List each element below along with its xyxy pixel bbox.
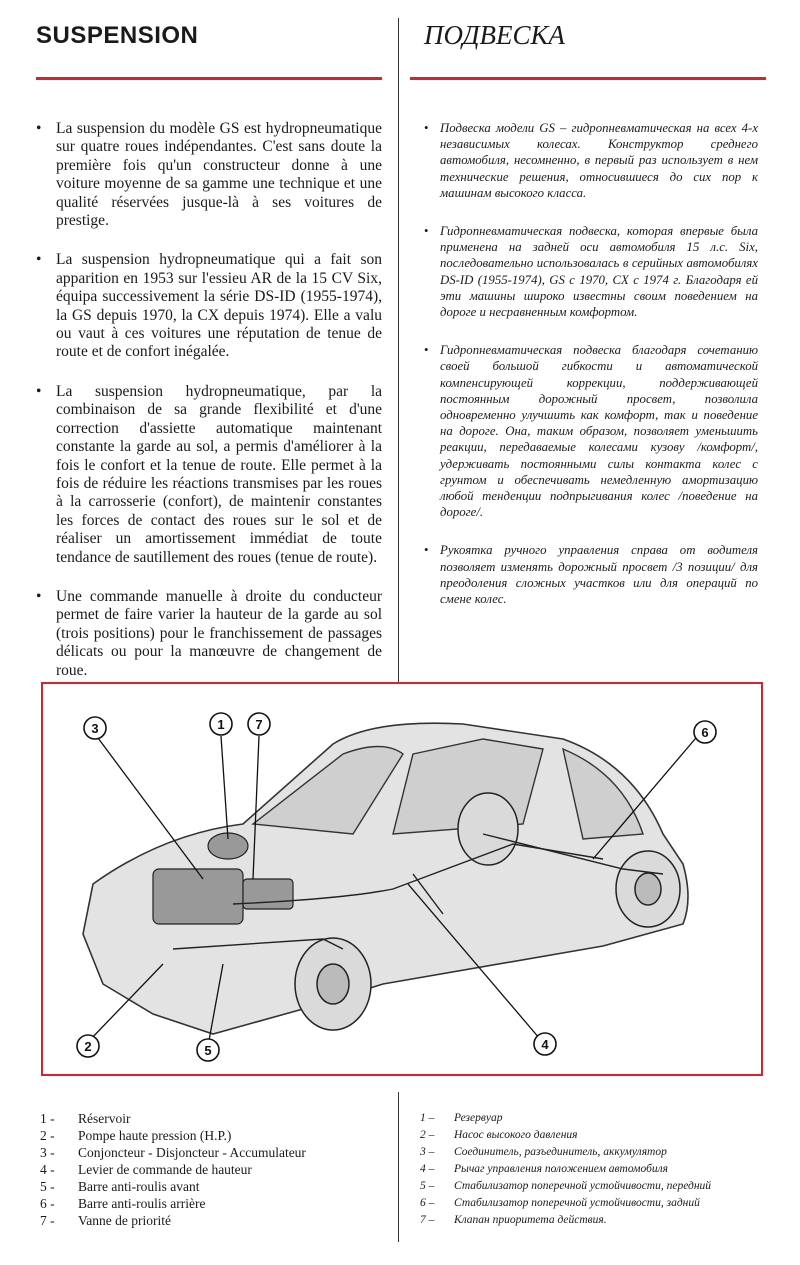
russian-column (424, 120, 758, 629)
legend-number: 7 – (420, 1214, 435, 1226)
legend-number: 2 – (420, 1129, 435, 1141)
legend-number: 6 – (420, 1197, 435, 1209)
french-paragraph-text: La suspension hydropneumatique, par la combinaison de sa grande flexibilité et d'une correction d'assiette automatique maintenant constante la garde au sol, a permis d'améliorer à la fois le confort et la tenue de route. Elle permet à la fois de réduire les réactions transmises par les roues à la carrosserie (confort), de maintenir constantes les forces de contact des roues sur le sol et de réaliser un amortissement immédiat de toute tendance de sautillement des roues (tenue de route). (56, 382, 382, 566)
legend-item (40, 1110, 385, 1127)
french-paragraph (36, 383, 382, 567)
french-column (36, 120, 382, 701)
title-russian: ПОДВЕСКА (424, 20, 565, 50)
legend-item (420, 1144, 780, 1161)
bullet-icon: • (424, 543, 429, 558)
bullet-icon: • (424, 224, 429, 239)
legend-item (40, 1144, 385, 1161)
callout-2-label: 2 (84, 1039, 92, 1054)
legend-item (420, 1161, 780, 1178)
car-illustration (43, 684, 761, 1074)
bullet-icon: • (36, 382, 42, 400)
title-french: SUSPENSION (36, 22, 199, 49)
legend-item (420, 1195, 780, 1212)
legend-label: Рычаг управления положением автомобиля (454, 1163, 668, 1175)
legend-item (420, 1110, 780, 1127)
legend-number: 3 – (420, 1146, 435, 1158)
callout-6-label: 6 (701, 725, 709, 740)
red-rule-right (410, 77, 766, 80)
legend-label: Стабилизатор поперечной устойчивости, задний (454, 1197, 700, 1209)
legend-label: Vanne de priorité (78, 1213, 171, 1228)
bullet-icon: • (424, 343, 429, 358)
column-divider (398, 18, 399, 683)
legend-label: Стабилизатор поперечной устойчивости, передний (454, 1180, 712, 1192)
callout-1-label: 1 (217, 717, 225, 732)
bullet-icon: • (36, 120, 42, 137)
legend-item (40, 1212, 385, 1229)
legend-number: 2 - (40, 1128, 55, 1143)
legend-label: Réservoir (78, 1111, 131, 1126)
french-paragraph-text: Une commande manuelle à droite du conducteur permet de faire varier la hauteur de la garde au sol (trois positions) pour le franchissement de passages délicats ou pour la manœuvre de changement de roue. (56, 587, 382, 679)
legend-label: Pompe haute pression (H.P.) (78, 1128, 232, 1143)
legend-french (40, 1110, 385, 1229)
suspension-diagram (41, 682, 763, 1076)
legend-label: Conjoncteur - Disjoncteur - Accumulateur (78, 1145, 306, 1160)
russian-paragraph-text: Подвеска модели GS – гидропневматическая на всех 4-х независимых колесах. Конструктор среднего автомобиля, несомненно, в первый раз использует в нем технические решения, относившиеся до сих пор к машинам высокого класса. (440, 121, 758, 200)
legend-label: Клапан приоритета действия. (454, 1214, 607, 1226)
legend-russian (420, 1110, 780, 1229)
legend-number: 1 - (40, 1111, 55, 1126)
bullet-icon: • (36, 587, 42, 605)
legend-number: 5 - (40, 1179, 55, 1194)
callout-7-label: 7 (255, 717, 263, 732)
legend-column-divider (398, 1092, 399, 1242)
legend-number: 5 – (420, 1180, 435, 1192)
legend-label: Насос высокого давления (454, 1129, 578, 1141)
legend-item (40, 1178, 385, 1195)
legend-label: Резервуар (454, 1112, 503, 1124)
callout-5-label: 5 (204, 1043, 212, 1058)
legend-number: 4 – (420, 1163, 435, 1175)
french-paragraph (36, 120, 382, 230)
french-paragraph-text: La suspension du modèle GS est hydropneumatique sur quatre roues indépendantes. C'est sans doute la première fois qu'un constructeur donne à une voiture moyenne de sa gamme une technique et une qualité réservées jusque-là à ses voitures de prestige. (56, 120, 382, 230)
callout-4-label: 4 (541, 1037, 549, 1052)
legend-number: 6 - (40, 1196, 55, 1211)
legend-label: Соединитель, разъединитель, аккумулятор (454, 1146, 667, 1158)
russian-paragraph (424, 223, 758, 320)
french-paragraph (36, 251, 382, 361)
russian-paragraph-text: Гидропневматическая подвеска благодаря сочетанию своей большой гибкости и автоматической компенсирующей коррекции, поддерживающей постоянным дорожный просвет, позволила одновременно улучшить как комфорт, так и поведение на дороге. Она, таким образом, позволяет уменьшить реакции, передаваемые колесами кузову /комфорт/, удерживать постоянными силы контакта колес с грунтом и обеспечивать немедленную амортизацию любой тенденции подпрыгивания колес /поведение на дороге/. (440, 343, 758, 520)
bullet-icon: • (424, 121, 429, 135)
legend-number: 4 - (40, 1162, 55, 1177)
legend-item (40, 1161, 385, 1178)
callout-3-label: 3 (91, 721, 99, 736)
legend-number: 3 - (40, 1145, 55, 1160)
russian-paragraph (424, 342, 758, 520)
legend-item (40, 1195, 385, 1212)
legend-label: Levier de commande de hauteur (78, 1162, 252, 1177)
legend-number: 1 – (420, 1112, 435, 1124)
russian-paragraph-text: Гидропневматическая подвеска, которая впервые была применена на задней оси автомобиля 15 л.с. Six, последовательно использовалась в серийных автомобилях DS-ID (1955-1974), GS с 1970, CX с 1974 г. Благодаря ей эти машины широко известны своим поведением на дороге и несравненным комфортом. (440, 224, 758, 320)
french-paragraph-text: La suspension hydropneumatique qui a fait son apparition en 1953 sur l'essieu AR de la 15 CV Six, équipa successivement la série DS-ID (1955-1974), la GS depuis 1970, la CX depuis 1974). Elle a valu ou vaut à ces voitures une réputation de tenue de route et de confort inégalée. (56, 251, 382, 361)
red-rule-left (36, 77, 382, 80)
french-paragraph (36, 588, 382, 680)
russian-paragraph (424, 542, 758, 607)
russian-paragraph (424, 120, 758, 201)
legend-item (40, 1127, 385, 1144)
rear-wheel-left (458, 793, 518, 865)
legend-item (420, 1127, 780, 1144)
legend-item (420, 1178, 780, 1195)
legend-label: Barre anti-roulis arrière (78, 1196, 206, 1211)
russian-paragraph-text: Рукоятка ручного управления справа от водителя позволяет изменять дорожный просвет /3 позиции/ для преодоления сложных участков или для операций по смене колес. (440, 543, 758, 607)
legend-number: 7 - (40, 1213, 55, 1228)
legend-label: Barre anti-roulis avant (78, 1179, 200, 1194)
legend-item (420, 1212, 780, 1229)
engine-block (153, 869, 243, 924)
bullet-icon: • (36, 251, 42, 269)
